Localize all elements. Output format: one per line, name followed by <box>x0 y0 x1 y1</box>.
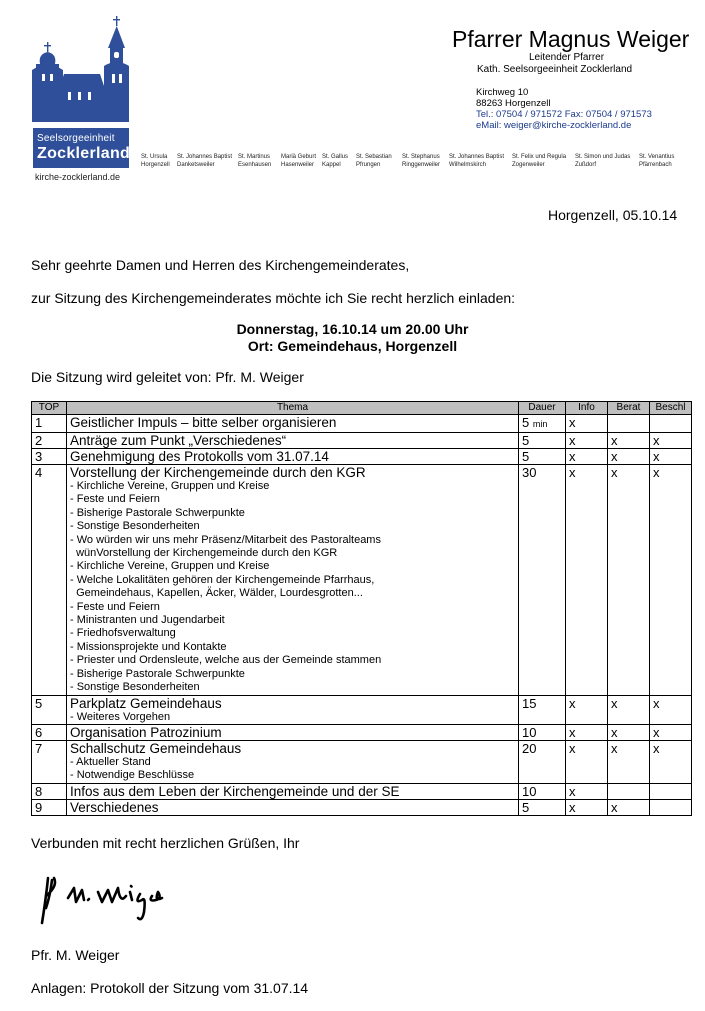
sender-city: 88263 Horgenzell <box>476 98 551 109</box>
agenda-berat-mark: x <box>608 740 650 783</box>
agenda-duration-value: 10 <box>522 724 537 740</box>
parish-item: St. Stephanus Ringgenweiler <box>402 154 441 168</box>
agenda-duration-value: 5 <box>522 449 530 464</box>
logo-url: kirche-zocklerland.de <box>35 172 121 182</box>
agenda-row <box>32 415 692 433</box>
agenda-row <box>32 433 692 449</box>
agenda-topic <box>67 415 519 433</box>
church-logo-icon <box>30 14 132 126</box>
agenda-topic <box>67 465 519 696</box>
agenda-topic-title: Anträge zum Punkt „Verschiedenes“ <box>70 433 287 448</box>
agenda-duration-value: 15 <box>522 695 537 711</box>
agenda-info-mark: x <box>566 415 608 433</box>
agenda-berat-mark: x <box>608 449 650 465</box>
agenda-header-row <box>32 402 692 415</box>
col-info: Info <box>566 402 608 415</box>
agenda-top-number: 6 <box>32 724 67 740</box>
parish-item: St. Ursula Horgenzell <box>141 154 170 168</box>
agenda-info-mark: x <box>566 799 608 815</box>
agenda-beschl-mark <box>650 799 692 815</box>
col-dauer: Dauer <box>519 402 566 415</box>
parish-item: St. Gallus Kappel <box>322 154 349 168</box>
agenda-top-number: 4 <box>32 465 67 696</box>
parish-item: St. Johannes Baptist Wilhelmskirch <box>449 154 505 168</box>
invitation-text: zur Sitzung des Kirchengemeinderates möchte ich Sie recht herzlich einladen: <box>31 290 516 306</box>
agenda-row <box>32 783 692 799</box>
agenda-topic-title: Parkplatz Gemeindehaus <box>70 695 222 711</box>
agenda-row <box>32 695 692 724</box>
agenda-info-mark: x <box>566 740 608 783</box>
agenda-duration <box>519 695 566 724</box>
agenda-topic <box>67 433 519 449</box>
logo-line-2: Zocklerland <box>37 145 131 162</box>
agenda-row <box>32 449 692 465</box>
agenda-duration-value: 5 <box>522 415 530 430</box>
agenda-top-number: 3 <box>32 449 67 465</box>
agenda-row <box>32 799 692 815</box>
meeting-datetime: Donnerstag, 16.10.14 um 20.00 Uhr <box>236 321 469 337</box>
sender-name: Pfarrer Magnus Weiger <box>452 26 690 52</box>
agenda-topic <box>67 740 519 783</box>
agenda-topic <box>67 783 519 799</box>
sender-phone: Tel.: 07504 / 971572 Fax: 07504 / 971573 <box>476 109 652 120</box>
meeting-location: Ort: Gemeindehaus, Horgenzell <box>247 338 458 354</box>
agenda-topic-title: Infos aus dem Leben der Kirchengemeinde und der SE <box>70 783 400 799</box>
agenda-duration <box>519 465 566 696</box>
agenda-topic-subpoints: - Kirchliche Vereine, Gruppen und Kreise - Feste und Feiern - Bisherige Pastorale Schwerpunkte - Sonstige Besonderheiten - Wo würden wir uns mehr Präsenz/Mitarbeit des Pastoralteams wünVorstellung der Kirchengemeinde durch den KGR - Kirchliche Vereine, Gruppen und Kreise - Welche Lokalitäten gehören der Kirchengemeinde Pfarrhaus, Gemeindehaus, Kapellen, Äcker, Wälder, Lourdesgrotten... - Feste und Feiern - Ministranten und Jugendarbeit - Friedhofsverwaltung - Missionsprojekte und Kontakte - Priester und Ordensleute, welche aus der Gemeinde stammen - Bisherige Pastorale Schwerpunkte - Sonstige Besonderheiten <box>70 480 382 694</box>
agenda-duration-value: 20 <box>522 740 537 756</box>
agenda-duration <box>519 449 566 465</box>
agenda-duration <box>519 415 566 433</box>
agenda-beschl-mark: x <box>650 740 692 783</box>
agenda-duration <box>519 783 566 799</box>
agenda-duration <box>519 799 566 815</box>
salutation: Sehr geehrte Damen und Herren des Kirchengemeinderates, <box>31 257 410 273</box>
agenda-topic <box>67 799 519 815</box>
agenda-top-number: 8 <box>32 783 67 799</box>
agenda-topic <box>67 449 519 465</box>
signature-image <box>38 868 178 928</box>
agenda-top-number: 7 <box>32 740 67 783</box>
parish-item: St. Johannes Baptist Danketsweiler <box>177 154 233 168</box>
agenda-topic-title: Verschiedenes <box>70 799 159 815</box>
col-top: TOP <box>32 402 67 415</box>
agenda-info-mark: x <box>566 783 608 799</box>
parish-item: St. Felix und Regula Zogenweiler <box>512 154 567 168</box>
logo-line-1: Seelsorgeeinheit <box>37 133 115 144</box>
sender-role: Leitender Pfarrer <box>529 52 605 63</box>
agenda-top-number: 9 <box>32 799 67 815</box>
sender-unit: Kath. Seelsorgeeinheit Zocklerland <box>477 64 633 75</box>
agenda-berat-mark: x <box>608 695 650 724</box>
agenda-duration <box>519 433 566 449</box>
parish-item: St. Simon und Judas Zußdorf <box>575 154 631 168</box>
chair-line: Die Sitzung wird geleitet von: Pfr. M. Weiger <box>31 369 304 385</box>
agenda-beschl-mark: x <box>650 695 692 724</box>
col-berat: Berat <box>608 402 650 415</box>
agenda-berat-mark <box>608 415 650 433</box>
agenda-topic-title: Schallschutz Gemeindehaus <box>70 740 242 756</box>
agenda-duration-value: 30 <box>522 465 537 480</box>
agenda-row <box>32 740 692 783</box>
parish-item: Mariä Geburt Hasenweiler <box>281 154 317 168</box>
agenda-top-number: 5 <box>32 695 67 724</box>
agenda-berat-mark: x <box>608 465 650 696</box>
agenda-table <box>31 401 692 816</box>
col-beschl: Beschl <box>650 402 692 415</box>
logo-banner <box>33 128 129 168</box>
agenda-duration <box>519 740 566 783</box>
agenda-berat-mark: x <box>608 433 650 449</box>
agenda-duration-value: 5 <box>522 433 530 448</box>
agenda-berat-mark: x <box>608 799 650 815</box>
agenda-duration <box>519 724 566 740</box>
sender-street: Kirchweg 10 <box>476 87 529 98</box>
sender-email: eMail: weiger@kirche-zocklerland.de <box>476 120 632 131</box>
closing-line: Verbunden mit recht herzlichen Grüßen, Ihr <box>31 835 300 851</box>
agenda-info-mark: x <box>566 433 608 449</box>
col-thema: Thema <box>67 402 519 415</box>
agenda-duration-value: 5 <box>522 799 530 815</box>
agenda-beschl-mark: x <box>650 433 692 449</box>
agenda-beschl-mark: x <box>650 724 692 740</box>
agenda-body <box>32 415 692 816</box>
agenda-topic-subpoints: - Aktueller Stand - Notwendige Beschlüsse <box>70 755 195 782</box>
agenda-beschl-mark: x <box>650 449 692 465</box>
agenda-topic-title: Geistlicher Impuls – bitte selber organisieren <box>70 415 337 430</box>
agenda-beschl-mark <box>650 783 692 799</box>
agenda-berat-mark <box>608 783 650 799</box>
agenda-duration-value: 10 <box>522 783 537 799</box>
agenda-beschl-mark <box>650 415 692 433</box>
agenda-info-mark: x <box>566 449 608 465</box>
agenda-top-number: 2 <box>32 433 67 449</box>
agenda-top-number: 1 <box>32 415 67 433</box>
attachments-line: Anlagen: Protokoll der Sitzung vom 31.07.14 <box>31 980 309 996</box>
agenda-info-mark: x <box>566 695 608 724</box>
agenda-info-mark: x <box>566 724 608 740</box>
agenda-info-mark: x <box>566 465 608 696</box>
parish-item: St. Sebastian Pfrungen <box>356 154 392 168</box>
agenda-topic-title: Organisation Patrozinium <box>70 724 222 740</box>
agenda-row <box>32 465 692 696</box>
agenda-duration-unit: min <box>532 419 548 429</box>
agenda-topic-subpoints: - Weiteres Vorgehen <box>70 710 171 723</box>
signer-name: Pfr. M. Weiger <box>31 947 120 963</box>
agenda-berat-mark: x <box>608 724 650 740</box>
agenda-topic-title: Genehmigung des Protokolls vom 31.07.14 <box>70 449 329 464</box>
agenda-topic-title: Vorstellung der Kirchengemeinde durch den KGR <box>70 465 366 480</box>
agenda-beschl-mark: x <box>650 465 692 696</box>
parish-item: St. Venantius Pfärrenbach <box>639 154 675 168</box>
agenda-topic <box>67 724 519 740</box>
date-line: Horgenzell, 05.10.14 <box>548 207 678 223</box>
agenda-row <box>32 724 692 740</box>
agenda-topic <box>67 695 519 724</box>
parish-item: St. Martinus Esenhausen <box>238 154 272 168</box>
